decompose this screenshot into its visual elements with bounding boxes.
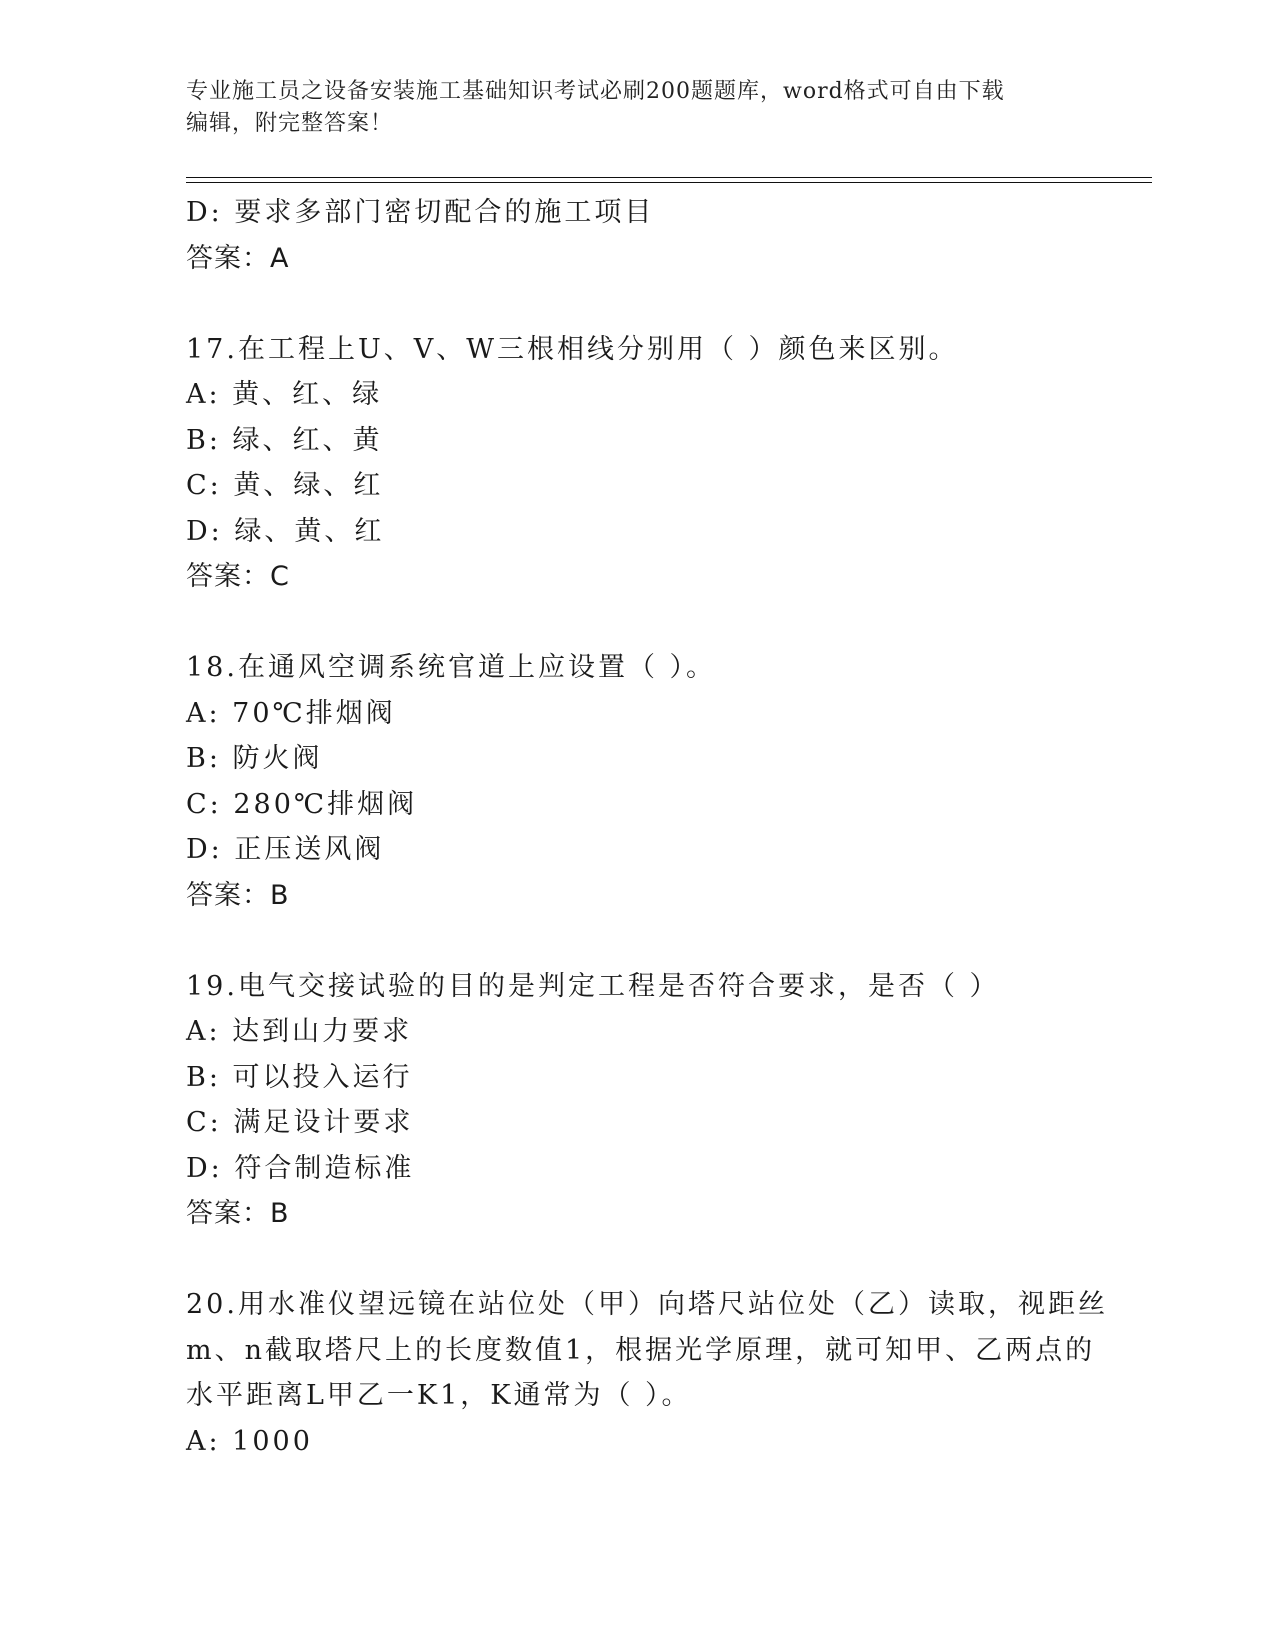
question-18-answer: 答案：B — [186, 879, 290, 911]
question-19-option-c: C: 满足设计要求 — [186, 1107, 414, 1138]
question-17-option-d: D: 绿、黄、红 — [186, 515, 385, 547]
question-19-option-d: D: 符合制造标准 — [186, 1152, 415, 1184]
question-18-option-b: B: 防火阀 — [186, 743, 323, 774]
page-header — [186, 76, 1066, 140]
spacer — [186, 1237, 1086, 1283]
question-18-option-a: A: 70℃排烟阀 — [186, 697, 396, 729]
question-19-option-a: A: 达到山力要求 — [186, 1016, 413, 1047]
question-20-text-line-1: 20.用水准仪望远镜在站位处（甲）向塔尺站位处（乙）读取，视距丝 — [186, 1289, 1108, 1320]
question-17 — [186, 327, 1086, 600]
question-17-option-c: C: 黄、绿、红 — [186, 470, 384, 501]
spacer — [186, 918, 1086, 964]
question-17-option-b: B: 绿、红、黄 — [186, 424, 383, 456]
question-17-option-a: A: 黄、红、绿 — [186, 379, 383, 410]
question-19 — [186, 964, 1086, 1237]
question-20 — [186, 1282, 1108, 1464]
question-20-text-line-2: m、n截取塔尺上的长度数值1，根据光学原理，就可知甲、乙两点的 — [186, 1334, 1096, 1366]
question-19-answer: 答案：B — [186, 1198, 290, 1229]
question-list — [186, 190, 1108, 1464]
question-20-option-a: A: 1000 — [186, 1425, 313, 1457]
question-19-text: 19.电气交接试验的目的是判定工程是否符合要求，是否（ ） — [186, 970, 1000, 1002]
question-18-option-d: D: 正压送风阀 — [186, 834, 385, 865]
question-20-text-line-3: 水平距离L甲乙一K1，K通常为（ ）。 — [186, 1380, 692, 1411]
question-17-text: 17.在工程上U、V、W三根相线分别用（ ）颜色来区别。 — [186, 333, 959, 365]
question-18-option-c: C: 280℃排烟阀 — [186, 788, 418, 820]
spacer — [186, 600, 1086, 646]
header-divider-top — [186, 177, 1152, 178]
header-title-line-2: 编辑，附完整答案！ — [186, 111, 394, 136]
question-17-answer: 答案：C — [186, 561, 290, 592]
spacer — [186, 281, 1086, 327]
header-title-line-1: 专业施工员之设备安装施工基础知识考试必刷200题题库，word格式可自由下载 — [186, 79, 1005, 104]
header-divider-bottom — [186, 182, 1152, 183]
prev-option-d: D: 要求多部门密切配合的施工项目 — [186, 197, 655, 228]
prev-answer: 答案：A — [186, 242, 290, 274]
question-18-text: 18.在通风空调系统官道上应设置（ ）。 — [186, 652, 717, 683]
question-19-option-b: B: 可以投入运行 — [186, 1061, 413, 1093]
question-18 — [186, 645, 1086, 918]
